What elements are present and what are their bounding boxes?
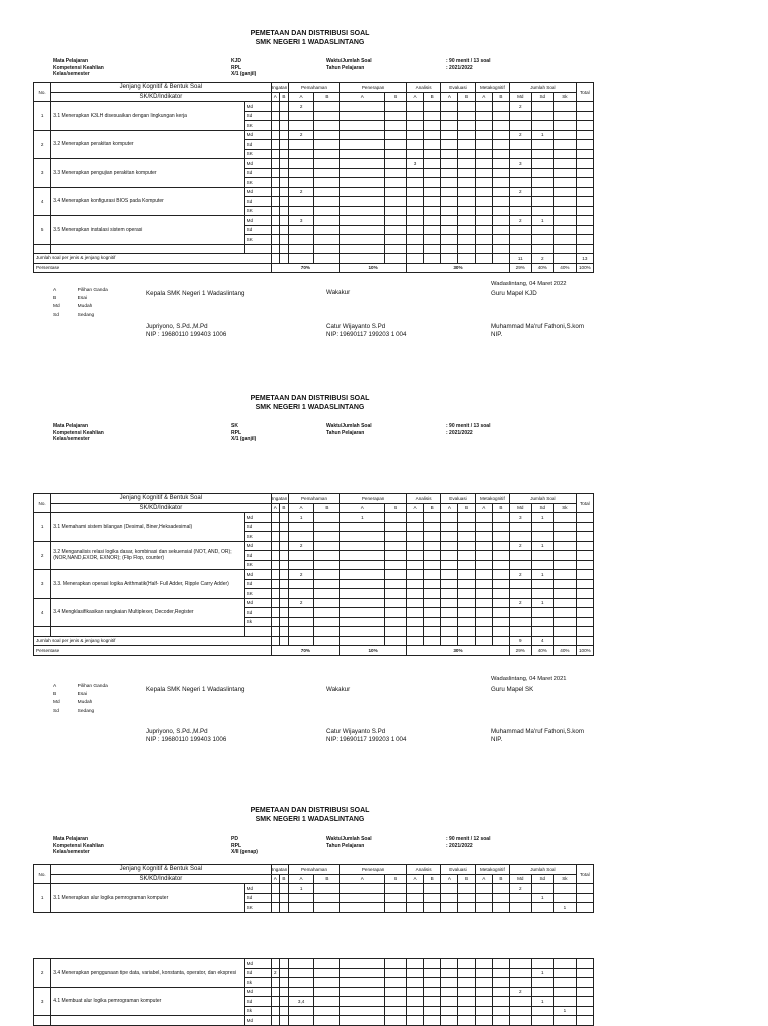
- col-skkd: SK/KD/Indikator: [51, 503, 271, 513]
- row-kind: Sd: [244, 997, 271, 1007]
- legend-text: Esai: [77, 296, 88, 302]
- cell-md: 2: [510, 541, 531, 551]
- col-a: A: [475, 503, 492, 513]
- col-a: A: [340, 92, 385, 102]
- guru-label: Guru Mapel SK: [491, 686, 534, 693]
- legend-text: Mudah: [77, 700, 93, 706]
- col-skkd: SK/KD/Indikator: [51, 874, 271, 884]
- col-evaluasi: Evaluasi: [441, 83, 475, 93]
- col-penerapan: Penerapan: [340, 83, 407, 93]
- kepala-label: Kepala SMK Negeri 1 Wadaslintang: [146, 290, 245, 297]
- col-b: B: [492, 92, 509, 102]
- row-kind: Sd: [244, 522, 271, 532]
- row-kind: Sd: [244, 225, 271, 235]
- cell-sk: 1: [554, 1006, 577, 1016]
- col-b: B: [314, 874, 340, 884]
- cell-sd: 1: [531, 513, 554, 523]
- meta-labels-right: Waktu/Jumlah Soal Tahun Pelajaran: [326, 836, 372, 849]
- percent-1: 70%: [271, 646, 340, 656]
- cell-value: 3: [406, 159, 423, 169]
- cell-sd: 1: [531, 570, 554, 580]
- row-kind: Md: [244, 159, 271, 169]
- cell-md: 3: [510, 159, 531, 169]
- col-b: B: [280, 92, 289, 102]
- indicator-text: 3.3. Menerapkan operasi logika Arithmatik(Half- Full Adder, Ripple Carry Adder): [51, 570, 244, 599]
- doc-subtitle: SMK NEGERI 1 WADASLINTANG: [255, 404, 365, 411]
- pct-sk: 40%: [554, 263, 577, 273]
- col-b: B: [424, 874, 441, 884]
- legend-code: B: [53, 692, 57, 698]
- row-kind: Sk: [244, 617, 271, 627]
- kepala-nip: NIP : 19680110 199403 1006: [146, 735, 227, 743]
- cell-md: 2: [510, 987, 531, 997]
- row-kind: Md: [244, 216, 271, 226]
- row-kind: Md: [244, 130, 271, 140]
- meta-values-left: SK RPL X/1 (ganjil): [231, 423, 257, 442]
- col-a: A: [406, 92, 423, 102]
- pct-total: 100%: [576, 263, 593, 273]
- col-a: A: [441, 874, 458, 884]
- row-no: 3: [34, 159, 51, 188]
- cell-sd: 1: [531, 598, 554, 608]
- col-sd: Sd: [531, 874, 554, 884]
- row-kind: Sd: [244, 968, 271, 978]
- guru-nip: NIP.: [491, 330, 503, 338]
- meta-values-right: : 90 menit / 12 soal : 2021/2022: [446, 836, 491, 849]
- cell-value: 2: [271, 968, 280, 978]
- col-sd: Sd: [531, 92, 554, 102]
- col-metakognitif: Metakognitif: [475, 865, 509, 875]
- legend-text: Pilihan Ganda: [77, 684, 108, 689]
- col-jenjang: Jenjang Kognitif & Bentuk Soal: [51, 865, 271, 875]
- row-kind: Md: [244, 102, 271, 112]
- legend-text: Esai: [77, 692, 88, 698]
- cell-value: 2: [288, 130, 314, 140]
- cell-sk: 1: [554, 903, 577, 913]
- percent-2: 10%: [340, 263, 407, 273]
- indicator-text: 3.2 Menerapkan perakitan komputer: [51, 130, 244, 159]
- kepala-name: Jupriyono, S.Pd.,M.Pd: [146, 728, 208, 735]
- row-kind: SK: [244, 178, 271, 188]
- waka-label: Wakakur: [326, 289, 351, 296]
- meta-values-right: : 90 menit / 13 soal : 2021/2022: [446, 58, 491, 71]
- cell-value: 1: [340, 513, 385, 523]
- cell-sd: 1: [531, 968, 554, 978]
- row-kind: SK: [244, 121, 271, 131]
- cell-sd: 1: [531, 997, 554, 1007]
- row-kind: Sd: [244, 197, 271, 207]
- sum-sd: 4: [531, 636, 554, 646]
- row-no: 1: [34, 884, 51, 913]
- sum-md: 11: [510, 254, 531, 264]
- col-sk: Sk: [554, 874, 577, 884]
- col-ingatan: Ingatan: [271, 494, 288, 504]
- col-a: A: [406, 503, 423, 513]
- cell-md: 2: [510, 187, 531, 197]
- col-penerapan: Penerapan: [340, 494, 407, 504]
- row-kind: SK: [244, 560, 271, 570]
- row-kind: Sd: [244, 893, 271, 903]
- row-kind: Md: [244, 959, 271, 969]
- cell-md: 2: [510, 884, 531, 894]
- indicator-text: 3.1 Menerapkan K3LH disesuaikan dengan lingkungan kerja: [51, 102, 244, 131]
- col-b: B: [458, 503, 475, 513]
- pct-sk: 40%: [554, 646, 577, 656]
- indicator-text: 3.4 Menerapkan penggunaan tipe data, variabel, konstanta, operator, dan ekspresi: [51, 959, 244, 988]
- cell-value: 2: [288, 102, 314, 112]
- row-kind: Md: [244, 884, 271, 894]
- col-ingatan: Ingatan: [271, 865, 288, 875]
- cell-sd: 1: [531, 216, 554, 226]
- cell-sd: 1: [531, 130, 554, 140]
- sum-sd: 2: [531, 254, 554, 264]
- guru-name: Muhammad Ma'ruf Fathoni,S.kom: [491, 323, 584, 330]
- meta-labels-left: Mata Pelajaran Kompetensi Keahlian Kelas/semester: [53, 58, 104, 77]
- cell-value: 2: [288, 570, 314, 580]
- indicator-text: 3.3 Menerapkan pengujian perakitan komputer: [51, 159, 244, 188]
- indicator-text: 3.1 Menerapkan alur logika pemrograman komputer: [51, 884, 244, 913]
- col-jenjang: Jenjang Kognitif & Bentuk Soal: [51, 494, 271, 504]
- col-md: Md: [510, 503, 531, 513]
- doc-title: PEMETAAN DAN DISTRIBUSI SOAL: [250, 30, 370, 37]
- place-date: Wadaslintang, 04 Maret 2021: [491, 676, 567, 682]
- legend-code: A: [53, 684, 57, 689]
- cell-value: 2: [288, 598, 314, 608]
- col-sk: Sk: [554, 92, 577, 102]
- row-no: 2: [34, 541, 51, 570]
- meta-values-left: PD RPL X/II (genap): [231, 836, 258, 855]
- col-a: A: [271, 874, 280, 884]
- kepala-nip: NIP : 19680110 199403 1006: [146, 330, 227, 338]
- col-b: B: [458, 92, 475, 102]
- row-kind: Md: [244, 513, 271, 523]
- row-no: 1: [34, 102, 51, 131]
- col-b: B: [385, 874, 407, 884]
- pct-sd: 40%: [531, 263, 554, 273]
- cell-value: 3: [288, 216, 314, 226]
- row-kind: Sd: [244, 168, 271, 178]
- col-jenjang: Jenjang Kognitif & Bentuk Soal: [51, 83, 271, 93]
- guru-name: Muhammad Ma'ruf Fathoni,S.kom: [491, 728, 584, 735]
- cell-value: 1: [288, 884, 314, 894]
- col-jumlah: Jumlah Soal: [510, 865, 577, 875]
- col-a: A: [340, 874, 385, 884]
- col-analisis: Analisis: [406, 83, 440, 93]
- meta-values-right: : 90 menit / 13 soal : 2021/2022: [446, 423, 491, 436]
- row-kind: Md: [244, 541, 271, 551]
- sum-label: Jumlah soal per jenis & jenjang kognitif: [34, 254, 272, 264]
- col-evaluasi: Evaluasi: [441, 865, 475, 875]
- col-b: B: [280, 503, 289, 513]
- cell-sd: 1: [531, 541, 554, 551]
- row-no: 3: [34, 987, 51, 1016]
- col-b: B: [492, 874, 509, 884]
- cell-value: 2: [288, 541, 314, 551]
- percent-2: 10%: [340, 646, 407, 656]
- cell-value: 1: [288, 513, 314, 523]
- cell-md: 2: [510, 102, 531, 112]
- col-a: A: [288, 874, 314, 884]
- row-no: 4: [34, 598, 51, 627]
- col-md: Md: [510, 92, 531, 102]
- cell-md: 2: [510, 216, 531, 226]
- guru-label: Guru Mapel KJD: [491, 290, 537, 297]
- percent-3: 30%: [406, 646, 509, 656]
- col-a: A: [475, 92, 492, 102]
- col-b: B: [492, 503, 509, 513]
- col-pemahaman: Pemahaman: [288, 865, 340, 875]
- col-md: Md: [510, 874, 531, 884]
- row-kind: Sd: [244, 140, 271, 150]
- col-a: A: [441, 92, 458, 102]
- distribution-table-continued: [33, 958, 594, 1026]
- legend-code: Sd: [53, 312, 59, 318]
- doc-subtitle: SMK NEGERI 1 WADASLINTANG: [255, 816, 365, 823]
- row-kind: Sk: [244, 978, 271, 988]
- waka-name: Catur Wijayanto S.Pd: [326, 323, 386, 330]
- col-pemahaman: Pemahaman: [288, 83, 340, 93]
- meta-labels-right: Waktu/Jumlah Soal Tahun Pelajaran: [326, 58, 372, 71]
- row-no: 5: [34, 216, 51, 245]
- waka-nip: NIP: 19690117 199203 1 004: [326, 330, 407, 338]
- legend-code: Sd: [53, 708, 59, 714]
- doc-title: PEMETAAN DAN DISTRIBUSI SOAL: [250, 807, 370, 814]
- pct-total: 100%: [576, 646, 593, 656]
- row-kind: Md: [244, 570, 271, 580]
- row-kind: Sd: [244, 608, 271, 618]
- col-metakognitif: Metakognitif: [475, 83, 509, 93]
- col-analisis: Analisis: [406, 865, 440, 875]
- pct-sd: 40%: [531, 646, 554, 656]
- legend-text: Sedang: [77, 312, 95, 318]
- col-pemahaman: Pemahaman: [288, 494, 340, 504]
- indicator-text: 3.1 Memahami sistem bilangan (Desimal, Biner,Heksadesimal): [51, 513, 244, 542]
- col-total: Total: [576, 494, 593, 513]
- doc-title: PEMETAAN DAN DISTRIBUSI SOAL: [250, 395, 370, 402]
- row-kind: SK: [244, 532, 271, 542]
- legend-code: Md: [53, 304, 60, 310]
- col-b: B: [385, 92, 407, 102]
- col-total: Total: [576, 83, 593, 102]
- meta-values-left: KJD RPL X/1 (ganjil): [231, 58, 257, 77]
- table-row: [34, 987, 594, 997]
- row-kind: Md: [244, 598, 271, 608]
- indicator-text: 3.5 Menerapkan instalasi sistem operasi: [51, 216, 244, 245]
- col-a: A: [475, 874, 492, 884]
- kepala-name: Jupriyono, S.Pd.,M.Pd: [146, 323, 208, 330]
- percent-label: Persentase: [34, 646, 272, 656]
- col-no: No.: [34, 494, 51, 513]
- cell-md: 2: [510, 598, 531, 608]
- row-kind: Sd: [244, 111, 271, 121]
- col-skkd: SK/KD/Indikator: [51, 92, 271, 102]
- col-jumlah: Jumlah Soal: [510, 83, 577, 93]
- col-b: B: [280, 874, 289, 884]
- legend-code: Md: [53, 700, 60, 706]
- waka-name: Catur Wijayanto S.Pd: [326, 728, 386, 735]
- legend-text: Sedang: [77, 708, 95, 714]
- col-a: A: [271, 503, 280, 513]
- col-a: A: [288, 92, 314, 102]
- row-no: 2: [34, 959, 51, 988]
- legend-code: A: [53, 288, 57, 293]
- col-a: A: [406, 874, 423, 884]
- row-kind: Sd: [244, 551, 271, 561]
- percent-1: 70%: [271, 263, 340, 273]
- col-a: A: [441, 503, 458, 513]
- legend-code: B: [53, 296, 57, 302]
- col-ingatan: Ingatan: [271, 83, 288, 93]
- cell-md: 3: [510, 513, 531, 523]
- row-kind: SK: [244, 235, 271, 245]
- col-no: No.: [34, 865, 51, 884]
- table-row: [34, 959, 594, 969]
- cell-md: 2: [510, 130, 531, 140]
- percent-3: 30%: [406, 263, 509, 273]
- row-kind: Md: [244, 1016, 271, 1026]
- place-date: Wadaslintang, 04 Maret 2022: [491, 281, 567, 287]
- legend-text: Pilihan Ganda: [77, 288, 108, 293]
- pct-md: 29%: [510, 263, 531, 273]
- sum-md: 9: [510, 636, 531, 646]
- distribution-table: [33, 864, 594, 913]
- cell-md: 2: [510, 570, 531, 580]
- meta-labels-left: Mata Pelajaran Kompetensi Keahlian Kelas/semester: [53, 836, 104, 855]
- col-b: B: [424, 503, 441, 513]
- row-kind: Md: [244, 187, 271, 197]
- pct-md: 29%: [510, 646, 531, 656]
- guru-nip: NIP.: [491, 735, 503, 743]
- row-no: 3: [34, 570, 51, 599]
- col-total: Total: [576, 865, 593, 884]
- indicator-text: 4.1 Membuat alur logika pemrograman komputer: [51, 987, 244, 1016]
- col-sd: Sd: [531, 503, 554, 513]
- meta-labels-left: Mata Pelajaran Kompetensi Keahlian Kelas/semester: [53, 423, 104, 442]
- meta-labels-right: Waktu/Jumlah Soal Tahun Pelajaran: [326, 423, 372, 436]
- row-kind: SK: [244, 903, 271, 913]
- col-a: A: [340, 503, 385, 513]
- row-kind: Sd: [244, 579, 271, 589]
- indicator-text: 3.4 Menerapkan konfigurasi BIOS pada Komputer: [51, 187, 244, 216]
- col-b: B: [424, 92, 441, 102]
- cell-value: 3,4: [288, 997, 314, 1007]
- col-b: B: [314, 503, 340, 513]
- col-sk: Sk: [554, 503, 577, 513]
- row-kind: Md: [244, 987, 271, 997]
- row-kind: Sk: [244, 1006, 271, 1016]
- legend-text: Mudah: [77, 304, 93, 310]
- cell-value: 2: [288, 187, 314, 197]
- waka-label: Wakakur: [326, 686, 351, 693]
- sum-label: Jumlah soal per jenis & jenjang kognitif: [34, 636, 272, 646]
- row-no: 4: [34, 187, 51, 216]
- cell-sd: 1: [531, 893, 554, 903]
- table-row: [34, 884, 594, 894]
- col-b: B: [314, 92, 340, 102]
- col-analisis: Analisis: [406, 494, 440, 504]
- col-b: B: [458, 874, 475, 884]
- row-no: 2: [34, 130, 51, 159]
- col-a: A: [271, 92, 280, 102]
- col-a: A: [288, 503, 314, 513]
- indicator-text: 3.4 Mengklasifikasikan rangkaian Multiplexer, Decoder,Register: [51, 598, 244, 627]
- col-metakognitif: Metakognitif: [475, 494, 509, 504]
- col-no: No.: [34, 83, 51, 102]
- col-b: B: [385, 503, 407, 513]
- col-evaluasi: Evaluasi: [441, 494, 475, 504]
- doc-subtitle: SMK NEGERI 1 WADASLINTANG: [255, 39, 365, 46]
- percent-label: Persentase: [34, 263, 272, 273]
- waka-nip: NIP: 19690117 199203 1 004: [326, 735, 407, 743]
- row-kind: SK: [244, 206, 271, 216]
- row-kind: SK: [244, 589, 271, 599]
- indicator-text: 3.2 Menganalisis relasi logika dasar, kombinasi dan sekuensial (NOT, AND, OR); (NOR,NAND,EXOR, EXNOR); (Flip Flop, counter): [51, 541, 244, 570]
- row-no: 1: [34, 513, 51, 542]
- col-penerapan: Penerapan: [340, 865, 407, 875]
- sum-total: 13: [576, 254, 593, 264]
- col-jumlah: Jumlah Soal: [510, 494, 577, 504]
- row-kind: SK: [244, 149, 271, 159]
- kepala-label: Kepala SMK Negeri 1 Wadaslintang: [146, 686, 245, 693]
